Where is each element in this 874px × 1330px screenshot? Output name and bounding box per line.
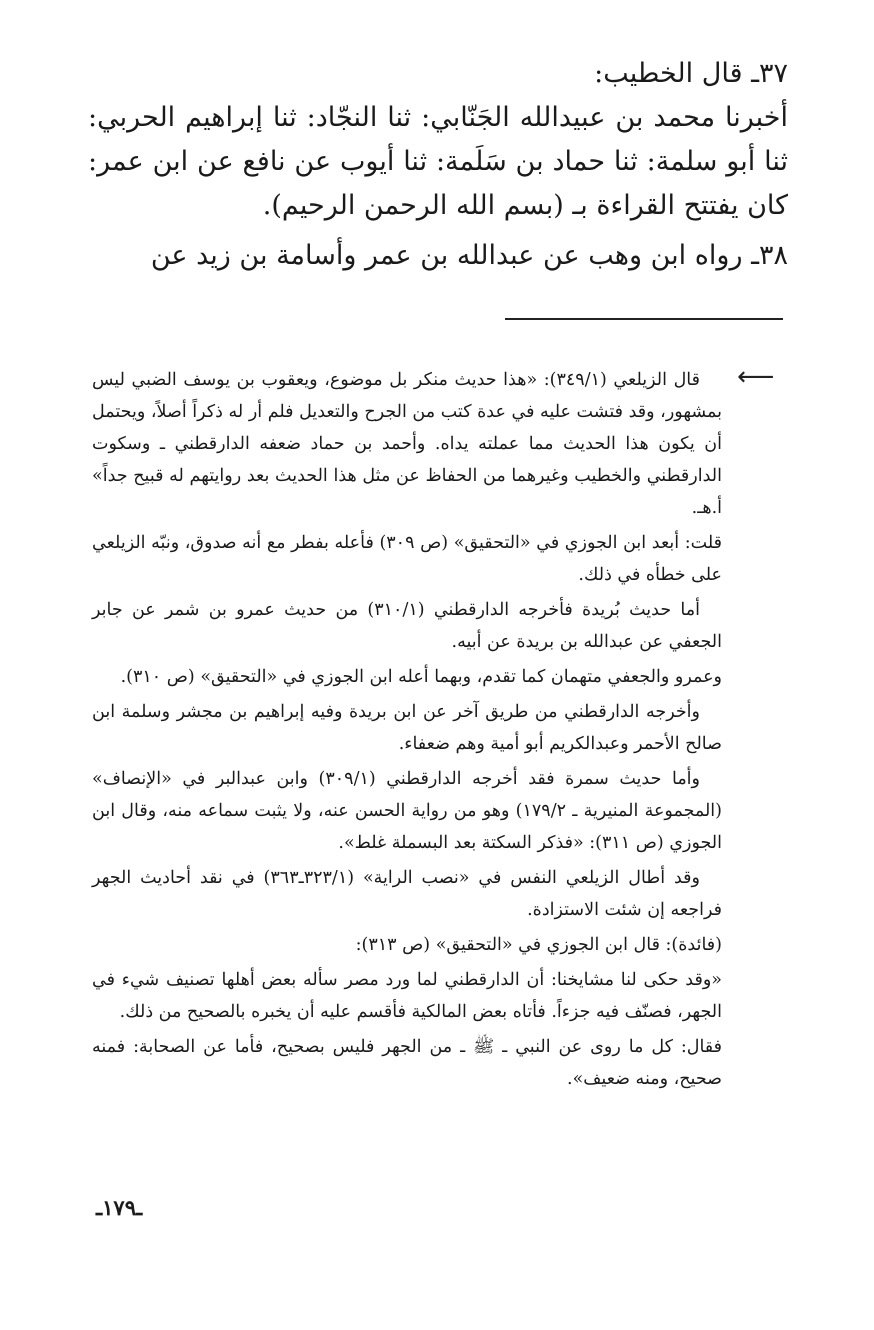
footnote-arrow-icon: ⟵ <box>737 362 775 392</box>
footnotes <box>92 364 722 1098</box>
footnote-paragraph: وأخرجه الدارقطني من طريق آخر عن ابن بريدة وفيه إبراهيم بن مجشر وسلمة ابن صالح الأحمر وعبدالكريم أبو أمية وهم ضعفاء. <box>92 702 722 754</box>
footnote-paragraph: فقال: كل ما روى عن النبي ـ ﷺ ـ من الجهر فليس بصحيح، فأما عن الصحابة: فمنه صحيح، ومنه ضعيف». <box>92 1037 722 1089</box>
footnote-paragraph: «وقد حكى لنا مشايخنا: أن الدارقطني لما ورد مصر سأله بعض أهلها تصنيف شيء في الجهر، فصنّف فيه جزءاً. فأتاه بعض المالكية فأقسم عليه أن يخبره بالصحيح من ذلك. <box>92 970 722 1022</box>
page-number: ـ١٧٩ـ <box>96 1195 143 1220</box>
footnote-paragraph: وقد أطال الزيلعي النفس في «نصب الراية» (٣٢٣/١ـ٣٦٣) في نقد أحاديث الجهر فراجعه إن شئت الاستزادة. <box>92 868 722 920</box>
hadith-37-text: أخبرنا محمد بن عبيدالله الجَنّابي: ثنا النجّاد: ثنا إبراهيم الحربي: ثنا أبو سلمة: ثنا حماد بن سَلَمة: ثنا أيوب عن نافع عن ابن عمر: كان يفتتح القراءة بـ (بسم الله الرحمن الرحيم). <box>88 102 788 221</box>
footnote-divider <box>505 318 783 320</box>
footnote-paragraph: أما حديث بُريدة فأخرجه الدارقطني (٣١٠/١) من حديث عمرو بن شمر عن جابر الجعفي عن عبدالله بن بريدة عن أبيه. <box>92 600 722 652</box>
footnote-paragraph: وأما حديث سمرة فقد أخرجه الدارقطني (٣٠٩/١) وابن عبدالبر في «الإنصاف» (المجموعة المنيرية ـ ١٧٩/٢) وهو من رواية الحسن عنه، ولا يثبت سماعه منه، وقال ابن الجوزي (ص ٣١١): «فذكر السكتة بعد البسملة غلط». <box>92 769 722 853</box>
footnote-paragraph: قلت: أبعد ابن الجوزي في «التحقيق» (ص ٣٠٩) فأعله بفطر مع أنه صدوق، ونبّه الزيلعي على خطأه في ذلك. <box>92 533 723 585</box>
main-text <box>88 52 788 278</box>
footnote-paragraph: (فائدة): قال ابن الجوزي في «التحقيق» (ص ٣١٣): <box>355 935 722 955</box>
footnote-paragraph: وعمرو والجعفي متهمان كما تقدم، وبهما أعله ابن الجوزي في «التحقيق» (ص ٣١٠). <box>120 667 722 687</box>
hadith-37-heading: ٣٧ـ قال الخطيب: <box>594 58 788 89</box>
hadith-38-text: ٣٨ـ رواه ابن وهب عن عبدالله بن عمر وأسامة بن زيد عن <box>150 240 788 271</box>
footnote-paragraph: قال الزيلعي (٣٤٩/١): «هذا حديث منكر بل موضوع، ويعقوب بن يوسف الضبي ليس بمشهور، وقد فتشت عليه في عدة كتب من الجرح والتعديل فلم أر له ذكراً أصلاً، ويحتمل أن يكون هذا الحديث مما عملته يداه. وأحمد بن حماد ضعفه الدارقطني ـ وسكوت الدارقطني والخطيب وغيرهما من الحفاظ عن مثل هذا الحديث بعد روايتهم له قبيح جداً» أ.هـ. <box>92 370 722 518</box>
